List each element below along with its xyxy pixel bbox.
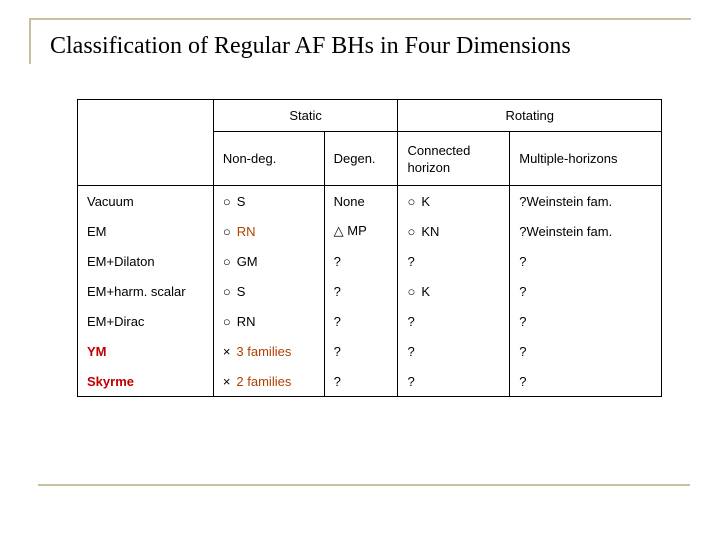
circle-icon: ○ [407,283,416,299]
degen-cell: ? [324,366,398,397]
degen-cell: ? [324,276,398,306]
multiple-cell: ? [519,343,527,359]
non-deg-cell: ○ RN [213,306,324,336]
non-deg-header: Non-deg. [213,132,324,186]
row-label: EM+Dirac [78,306,214,336]
table-row [78,246,662,276]
slide-title: Classification of Regular AF BHs in Four Dimensions [50,33,571,59]
multiple-cell: ?Weinstein fam. [519,193,613,209]
corner-cell-lower [78,132,214,186]
non-deg-cell: × 3 families [213,336,324,366]
connected-cell: ? [398,336,510,366]
connected-cell: ? [398,306,510,336]
multiple-cell: ? [519,313,527,329]
non-deg-cell: ○ RN [213,216,324,246]
non-deg-cell: ○ S [213,276,324,306]
frame-vertical-line [29,18,31,64]
degen-cell: ? [324,246,398,276]
static-header: Static [213,100,398,132]
degen-header: Degen. [324,132,398,186]
multiple-horizons-header: Multiple-horizons [510,132,662,186]
frame-top-line [29,18,691,20]
circle-icon: ○ [222,313,231,329]
multiple-cell: ? [519,253,527,269]
non-deg-cell: ○ S [213,186,324,217]
non-deg-cell: × 2 families [213,366,324,397]
connected-cell: ○ K [398,186,510,217]
circle-icon: ○ [407,223,416,239]
circle-icon: ○ [222,253,231,269]
table-row [78,306,662,336]
classification-table [77,99,662,397]
degen-cell: ? [324,306,398,336]
multiple-cell: ? [519,373,527,389]
non-deg-cell: ○ GM [213,246,324,276]
cross-icon: × [222,343,231,359]
row-label: EM [78,216,214,246]
circle-icon: ○ [222,193,231,209]
connected-horizon-header: Connected horizon [398,132,510,186]
sub-header-row [78,132,662,186]
table-row [78,336,662,366]
connected-cell: ○ K [398,276,510,306]
connected-cell: ? [398,246,510,276]
row-label: YM [78,336,214,366]
multiple-cell: ?Weinstein fam. [519,223,613,239]
row-label: EM+Dilaton [78,246,214,276]
table-row [78,276,662,306]
table-row [78,366,662,397]
rotating-header: Rotating [505,108,554,123]
table-row [78,216,662,246]
circle-icon: ○ [222,223,231,239]
circle-icon: ○ [407,193,416,209]
connected-cell: ○ KN [398,216,510,246]
frame-bottom-line [38,484,690,486]
corner-cell [78,100,214,132]
row-label: EM+harm. scalar [78,276,214,306]
circle-icon: ○ [222,283,231,299]
degen-cell: △ MP [324,216,398,246]
row-label: Skyrme [78,366,214,397]
degen-cell: None [324,186,398,217]
connected-cell: ? [398,366,510,397]
cross-icon: × [222,373,231,389]
degen-cell: ? [324,336,398,366]
multiple-cell: ? [519,283,527,299]
row-label: Vacuum [78,186,214,217]
table-row [78,186,662,217]
group-header-row [78,100,662,132]
